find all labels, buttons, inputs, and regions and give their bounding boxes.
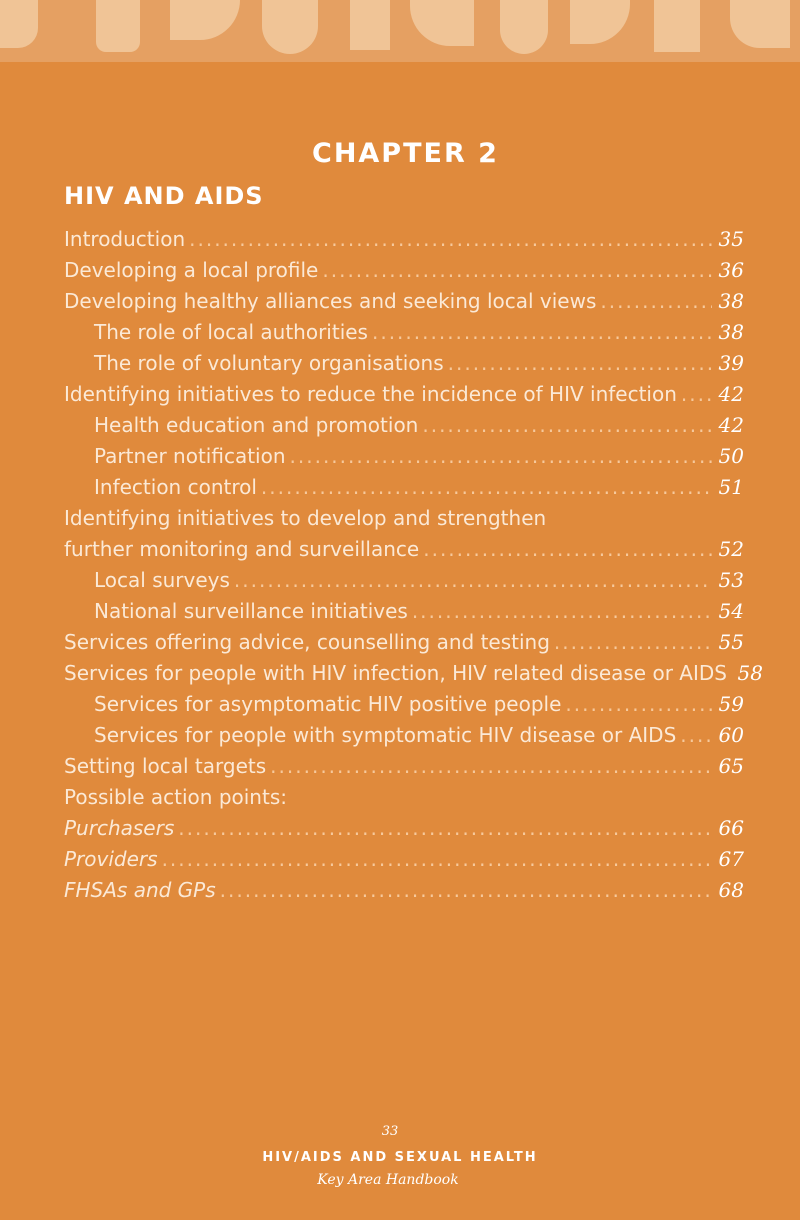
toc-entry <box>64 751 744 782</box>
toc-entry <box>64 348 744 379</box>
toc-entry-page: 36 <box>718 258 744 282</box>
toc-leader-dots <box>600 286 712 317</box>
toc-entry-page: 50 <box>718 444 744 468</box>
toc-entry-label: Services offering advice, counselling and testing <box>64 630 550 654</box>
toc-entry <box>64 503 744 534</box>
toc-leader-dots <box>270 751 712 782</box>
toc-entry-label: The role of voluntary organisations <box>94 351 444 375</box>
toc-leader-dots <box>261 472 712 503</box>
toc-entry-label: Providers <box>64 847 158 871</box>
toc-entry-label: Infection control <box>94 475 257 499</box>
toc-leader-dots <box>412 596 712 627</box>
toc-entry-label: Local surveys <box>94 568 230 592</box>
toc-entry-page: 60 <box>718 723 744 747</box>
toc-entry-label: Services for asymptomatic HIV positive people <box>94 692 562 716</box>
toc-leader-dots <box>234 565 712 596</box>
toc-leader-dots <box>423 534 712 565</box>
toc-entry-label: Health education and promotion <box>94 413 419 437</box>
decorative-shape <box>0 0 38 48</box>
toc-entry-page: 42 <box>718 382 744 406</box>
decorative-shape <box>730 0 790 48</box>
toc-entry-page: 53 <box>718 568 744 592</box>
toc-entry-label: Possible action points: <box>64 785 287 809</box>
toc-leader-dots <box>681 379 712 410</box>
decorative-shape <box>410 0 474 46</box>
chapter-label: CHAPTER 2 <box>312 138 499 169</box>
toc-entry <box>64 844 744 875</box>
toc-entry-page: 58 <box>737 661 763 685</box>
toc-entry-page: 66 <box>718 816 744 840</box>
toc-entry <box>64 317 744 348</box>
toc-entry-label: Introduction <box>64 227 186 251</box>
toc-entry-label: National surveillance initiatives <box>94 599 408 623</box>
toc-entry <box>64 224 744 255</box>
toc-entry <box>64 720 744 751</box>
toc-leader-dots <box>322 255 712 286</box>
toc-entry-page: 68 <box>718 878 744 902</box>
decorative-shape <box>262 0 318 54</box>
decorative-shape <box>170 0 240 40</box>
table-of-contents <box>64 224 763 906</box>
toc-entry-label: further monitoring and surveillance <box>64 537 420 561</box>
toc-entry <box>64 658 763 689</box>
toc-entry-label: Partner notification <box>94 444 286 468</box>
toc-leader-dots <box>290 441 712 472</box>
toc-entry-page: 39 <box>718 351 744 375</box>
toc-entry-label: FHSAs and GPs <box>64 878 216 902</box>
decorative-shape <box>654 0 700 52</box>
publication-title: HIV/AIDS AND SEXUAL HEALTH <box>262 1150 538 1165</box>
decorative-shape <box>96 0 140 52</box>
decorative-shape <box>500 0 548 54</box>
toc-entry <box>64 286 744 317</box>
toc-leader-dots <box>680 720 712 751</box>
toc-entry-page: 42 <box>718 413 744 437</box>
page-number: 33 <box>381 1124 399 1139</box>
toc-leader-dots <box>565 689 712 720</box>
toc-leader-dots <box>178 813 712 844</box>
toc-entry <box>64 472 744 503</box>
toc-entry-page: 51 <box>718 475 744 499</box>
toc-entry <box>64 782 744 813</box>
toc-entry <box>64 255 744 286</box>
decorative-header-band <box>0 0 800 62</box>
toc-entry-label: Purchasers <box>64 816 175 840</box>
toc-entry-page: 59 <box>718 692 744 716</box>
toc-entry-page: 55 <box>718 630 744 654</box>
toc-entry-page: 38 <box>718 289 744 313</box>
toc-entry-label: Identifying initiatives to develop and strengthen <box>64 506 547 530</box>
toc-entry <box>64 441 744 472</box>
toc-entry <box>64 534 744 565</box>
toc-entry-page: 67 <box>718 847 744 871</box>
toc-leader-dots <box>422 410 712 441</box>
toc-entry-label: Identifying initiatives to reduce the incidence of HIV infection <box>64 382 677 406</box>
toc-entry <box>64 689 744 720</box>
decorative-shape <box>570 0 630 44</box>
toc-leader-dots <box>372 317 712 348</box>
toc-entry <box>64 379 744 410</box>
toc-entry-label: Services for people with symptomatic HIV disease or AIDS <box>94 723 677 747</box>
toc-entry-page: 54 <box>718 599 744 623</box>
toc-entry-page: 65 <box>718 754 744 778</box>
toc-entry-label: The role of local authorities <box>94 320 368 344</box>
decorative-shape <box>350 0 390 50</box>
toc-entry <box>64 565 744 596</box>
section-title: HIV AND AIDS <box>64 182 264 210</box>
toc-leader-dots <box>554 627 712 658</box>
toc-leader-dots <box>162 844 712 875</box>
toc-entry-page: 38 <box>718 320 744 344</box>
toc-entry <box>64 813 744 844</box>
toc-entry <box>64 875 744 906</box>
toc-entry-label: Developing a local profile <box>64 258 319 282</box>
toc-leader-dots <box>448 348 712 379</box>
toc-leader-dots <box>189 224 712 255</box>
toc-entry-label: Setting local targets <box>64 754 267 778</box>
toc-entry-label: Services for people with HIV infection, HIV related disease or AIDS <box>64 661 727 685</box>
toc-entry <box>64 410 744 441</box>
toc-entry-page: 52 <box>718 537 744 561</box>
toc-entry <box>64 627 744 658</box>
publication-subtitle: Key Area Handbook <box>317 1172 459 1188</box>
toc-entry-label: Developing healthy alliances and seeking local views <box>64 289 597 313</box>
toc-entry-page: 35 <box>718 227 744 251</box>
toc-leader-dots <box>220 875 712 906</box>
toc-entry <box>64 596 744 627</box>
